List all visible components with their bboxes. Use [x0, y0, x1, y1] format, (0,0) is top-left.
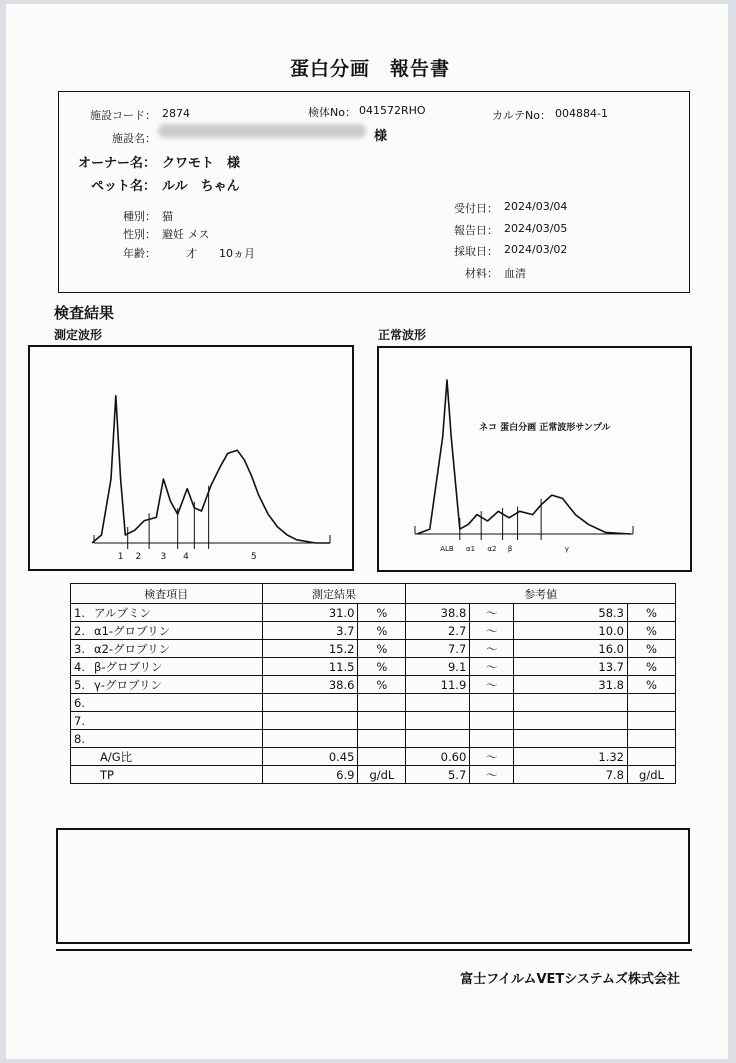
- reference-high: 58.3: [514, 604, 628, 622]
- item-cell: [71, 730, 263, 748]
- normal-waveform-chart: [377, 346, 692, 572]
- table-header-row: [71, 584, 676, 604]
- reference-unit: %: [627, 604, 675, 622]
- reference-high: 31.8: [514, 676, 628, 694]
- species-label: 種別：: [123, 210, 156, 223]
- reference-low: 9.1: [406, 658, 470, 676]
- result-value: 6.9: [262, 766, 358, 784]
- redacted-facility-name: [158, 124, 366, 138]
- result-unit: [358, 694, 406, 712]
- item-cell: [71, 658, 263, 676]
- item-number: 8.: [74, 731, 85, 746]
- table-row: [71, 622, 676, 640]
- item-number: 5.: [74, 677, 85, 692]
- comment-box: [56, 828, 690, 944]
- item-name: アルブミン: [94, 605, 152, 620]
- item-name: TP: [100, 767, 114, 782]
- result-unit: g/dL: [358, 766, 406, 784]
- facility-code-label: 施設コード：: [90, 109, 156, 122]
- reference-tilde: [470, 712, 514, 730]
- owner-value: クワモト 様: [162, 156, 241, 171]
- reference-low: 38.8: [406, 604, 470, 622]
- table-row: [71, 730, 676, 748]
- reported-label: 報告日：: [454, 224, 498, 237]
- result-unit: %: [358, 604, 406, 622]
- result-unit: [358, 748, 406, 766]
- item-name: A/G比: [100, 749, 133, 764]
- normal-waveform-svg: [379, 348, 690, 570]
- reference-tilde: ～: [470, 766, 514, 784]
- table-row: [71, 694, 676, 712]
- waveform-line: [417, 380, 631, 534]
- results-heading: 検査結果: [54, 304, 115, 322]
- reference-unit: %: [627, 640, 675, 658]
- reference-high: [514, 730, 628, 748]
- reference-unit: %: [627, 658, 675, 676]
- reference-high: 10.0: [514, 622, 628, 640]
- item-number: 3.: [74, 641, 85, 656]
- result-unit: %: [358, 640, 406, 658]
- pet-label: ペット名：: [90, 179, 156, 194]
- fraction-label: α2: [487, 545, 497, 553]
- footer-divider: [56, 949, 692, 951]
- fraction-label: α1: [465, 545, 476, 553]
- item-number: 4.: [74, 659, 85, 674]
- specimen-no-label: 検体No：: [308, 106, 356, 119]
- reference-tilde: ～: [470, 622, 514, 640]
- table-row: [71, 640, 676, 658]
- item-number: 2.: [74, 623, 85, 638]
- item-cell: [71, 766, 263, 784]
- specimen-no-value: 041572RHO: [359, 104, 426, 117]
- karte-no-label: カルテNo：: [492, 109, 551, 122]
- item-name: β-グロブリン: [94, 659, 163, 674]
- reference-high: [514, 694, 628, 712]
- material-label: 材料：: [465, 267, 498, 280]
- item-cell: [71, 748, 263, 766]
- item-cell: [71, 694, 263, 712]
- report-title: 蛋白分画 報告書: [290, 58, 451, 80]
- reported-value: 2024/03/05: [504, 222, 568, 235]
- reference-unit: [627, 748, 675, 766]
- reference-tilde: ～: [470, 676, 514, 694]
- measured-heading: 測定波形: [54, 328, 103, 342]
- item-cell: [71, 676, 263, 694]
- reference-high: 7.8: [514, 766, 628, 784]
- pet-value: ルル ちゃん: [162, 179, 240, 194]
- result-unit: %: [358, 622, 406, 640]
- company-name: 富士フイルムVETシステムズ株式会社: [460, 972, 680, 987]
- reference-tilde: [470, 694, 514, 712]
- karte-no-value: 004884-1: [555, 107, 608, 120]
- table-row: [71, 712, 676, 730]
- result-value: 3.7: [262, 622, 358, 640]
- measured-waveform-svg: [30, 347, 352, 569]
- facility-code-value: 2874: [162, 107, 190, 120]
- reference-high: 16.0: [514, 640, 628, 658]
- table-row: [71, 604, 676, 622]
- reference-tilde: ～: [470, 604, 514, 622]
- result-value: [262, 712, 358, 730]
- table-row: [71, 748, 676, 766]
- facility-name-suffix: 様: [374, 129, 388, 144]
- normal-heading: 正常波形: [378, 328, 427, 342]
- reference-low: 5.7: [406, 766, 470, 784]
- header-reference: 参考値: [406, 584, 676, 604]
- item-number: 7.: [74, 713, 85, 728]
- result-value: 15.2: [262, 640, 358, 658]
- reference-unit: g/dL: [627, 766, 675, 784]
- fraction-label: β: [507, 545, 513, 553]
- collected-value: 2024/03/02: [504, 243, 568, 256]
- table-row: [71, 658, 676, 676]
- item-cell: [71, 622, 263, 640]
- facility-name-label: 施設名：: [112, 132, 156, 145]
- age-label: 年齢：: [123, 247, 156, 260]
- reference-tilde: ～: [470, 748, 514, 766]
- results-table: [70, 583, 676, 784]
- result-unit: [358, 730, 406, 748]
- result-value: 31.0: [262, 604, 358, 622]
- reference-low: [406, 712, 470, 730]
- reference-unit: %: [627, 676, 675, 694]
- reference-low: 0.60: [406, 748, 470, 766]
- result-value: [262, 694, 358, 712]
- item-cell: [71, 604, 263, 622]
- result-unit: %: [358, 676, 406, 694]
- item-name: γ-グロブリン: [94, 677, 162, 692]
- collected-label: 採取日：: [454, 245, 498, 258]
- species-value: 猫: [162, 210, 173, 223]
- reference-low: [406, 694, 470, 712]
- item-name: α2-グロブリン: [94, 641, 171, 656]
- header-item: 検査項目: [71, 584, 263, 604]
- fraction-label: 2: [135, 552, 142, 562]
- sex-value: 避妊 メス: [162, 228, 210, 241]
- reference-high: 13.7: [514, 658, 628, 676]
- received-label: 受付日：: [454, 202, 498, 215]
- fraction-label: 4: [183, 552, 189, 562]
- result-value: 38.6: [262, 676, 358, 694]
- result-value: 0.45: [262, 748, 358, 766]
- owner-label: オーナー名：: [77, 156, 156, 171]
- reference-low: 7.7: [406, 640, 470, 658]
- reference-high: 1.32: [514, 748, 628, 766]
- item-name: α1-グロブリン: [94, 623, 171, 638]
- item-number: 1.: [74, 605, 85, 620]
- waveform-line: [92, 396, 330, 543]
- reference-tilde: ～: [470, 640, 514, 658]
- material-value: 血清: [504, 267, 526, 280]
- sex-label: 性別：: [123, 228, 156, 241]
- fraction-label: 5: [250, 552, 257, 562]
- fraction-label: γ: [564, 545, 569, 553]
- reference-low: 2.7: [406, 622, 470, 640]
- reference-unit: [627, 694, 675, 712]
- reference-low: 11.9: [406, 676, 470, 694]
- reference-unit: [627, 730, 675, 748]
- reference-unit: %: [627, 622, 675, 640]
- received-value: 2024/03/04: [504, 200, 568, 213]
- header-result: 測定結果: [262, 584, 406, 604]
- table-row: [71, 676, 676, 694]
- result-value: 11.5: [262, 658, 358, 676]
- item-number: 6.: [74, 695, 85, 710]
- result-unit: %: [358, 658, 406, 676]
- normal-chart-caption: ネコ 蛋白分画 正常波形サンプル: [479, 423, 611, 433]
- fraction-label: ALB: [440, 545, 454, 553]
- result-value: [262, 730, 358, 748]
- reference-tilde: ～: [470, 658, 514, 676]
- table-row: [71, 766, 676, 784]
- reference-unit: [627, 712, 675, 730]
- result-unit: [358, 712, 406, 730]
- item-cell: [71, 640, 263, 658]
- reference-high: [514, 712, 628, 730]
- item-cell: [71, 712, 263, 730]
- fraction-label: 1: [117, 552, 124, 562]
- report-page: [6, 4, 728, 1059]
- age-value: 才 10ヵ月: [186, 247, 255, 260]
- measured-waveform-chart: [28, 345, 354, 571]
- reference-tilde: [470, 730, 514, 748]
- fraction-label: 3: [160, 552, 167, 562]
- reference-low: [406, 730, 470, 748]
